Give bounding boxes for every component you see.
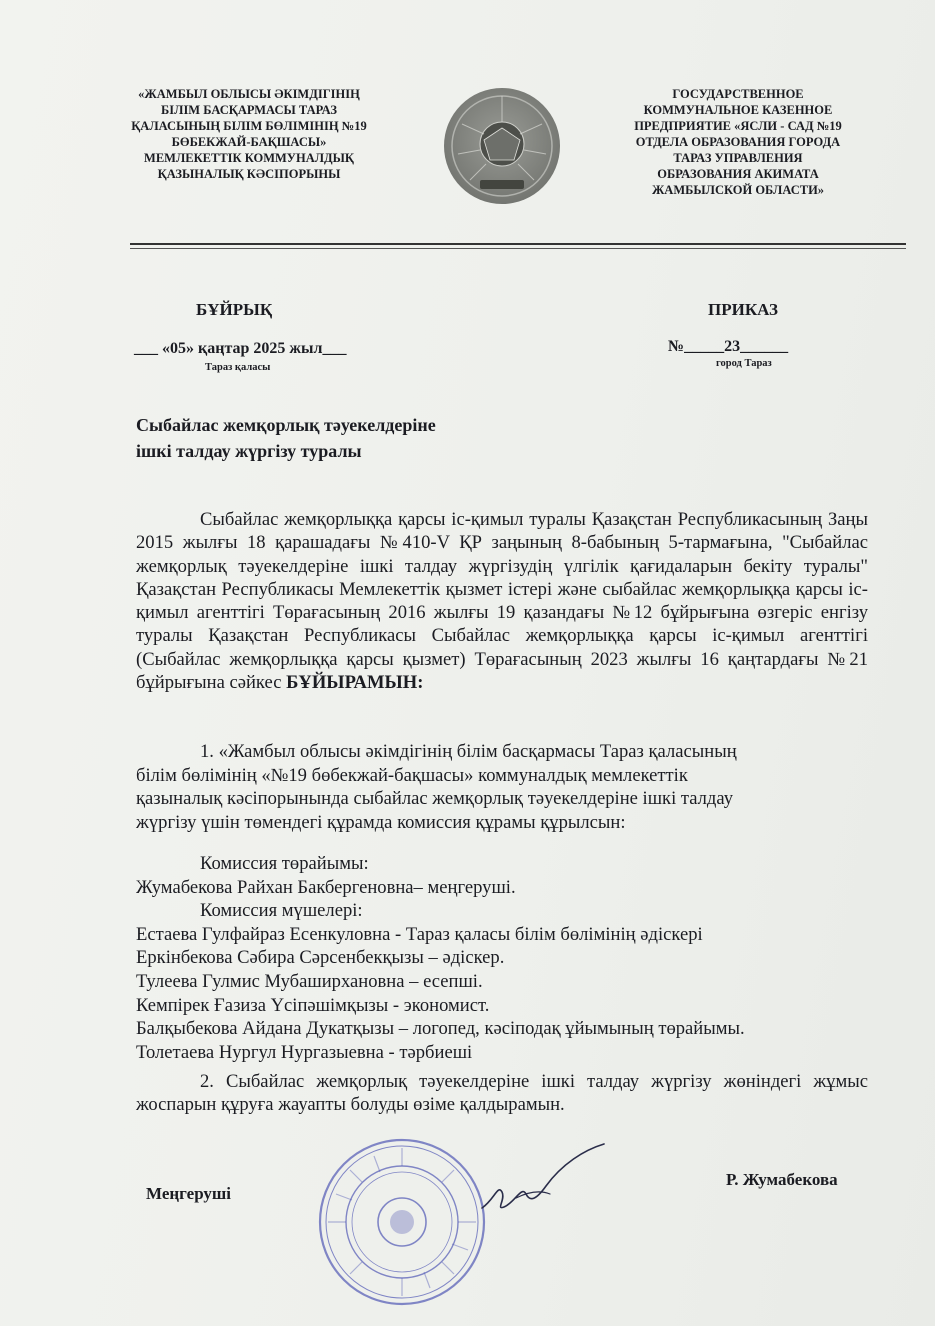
header-left-line: ҚАЛАСЫНЫҢ БІЛІМ БӨЛІМІНІҢ №19 [131,119,367,133]
member: Кемпірек Ғазиза Үсіпәшімқызы - экономист. [136,994,490,1016]
header-right-line: ЖАМБЫЛСКОЙ ОБЛАСТИ» [651,183,825,197]
commission-list [136,852,876,1064]
signatory-name: Р. Жумабекова [726,1170,838,1189]
header-left-line: БІЛІМ БАСҚАРМАСЫ ТАРАЗ [161,103,337,117]
header-right-line: ГОСУДАРСТВЕННОЕ [672,87,804,101]
member: Балқыбекова Айдана Дукатқызы – логопед, кәсіподақ ұйымының төрайымы. [136,1018,745,1040]
order-title-russian: ПРИКАЗ [708,300,778,319]
order-date: ___ «05» қаңтар 2025 жыл___ [134,340,347,357]
item-2 [136,1070,868,1117]
preamble-paragraph [136,508,868,694]
city-kazakh: Тараз қаласы [205,362,271,373]
member: Еркінбекова Сәбира Сәрсенбекқызы – әдіскер. [136,947,505,969]
subject-line: Сыбайлас жемқорлық тәуекелдеріне [136,415,436,435]
item-1-line: қазыналық кәсіпорынында сыбайлас жемқорлық тәуекелдеріне ішкі талдау [136,788,733,810]
member: Толетаева Нургул Нургазыевна - тәрбиеші [136,1041,473,1063]
item-1-line: жүргізу үшін төмендегі құрамда комиссия құрамы құрылсын: [136,811,626,833]
item-1-line: 1. «Жамбыл облысы әкімдігінің білім басқармасы Тараз қаласының [200,741,737,762]
member: Тулеева Гулмис Мубаширхановна – есепші. [136,970,483,992]
header-divider [130,243,906,245]
subject-line: ішкі талдау жүргізу туралы [136,441,362,461]
header-right-line: ТАРАЗ УПРАВЛЕНИЯ [673,151,803,165]
members-label: Комиссия мүшелері: [200,900,363,922]
header-left-line: БӨБЕКЖАЙ-БАҚШАСЫ» [171,135,327,149]
state-emblem-icon [440,84,564,208]
item-1-line: білім бөлімінің «№19 бөбекжай-бақшасы» коммуналдық мемлекеттік [136,764,688,786]
item-2-text: 2. Сыбайлас жемқорлық тәуекелдеріне ішкі талдау жүргізу жөніндегі жұмыс жоспарын құруға жауапты болуды өзіме қалдырамын. [136,1071,868,1116]
order-title-kazakh: БҰЙРЫҚ [196,300,273,319]
header-left-line: ҚАЗЫНАЛЫҚ КӘСІПОРЫНЫ [157,167,341,181]
chair-name: Жумабекова Райхан Бакбергеновна– меңгеруші. [136,876,516,898]
header-divider-thin [130,248,906,249]
member: Естаева Гулфайраз Есенкуловна - Тараз қаласы білім бөлімінің әдіскері [136,923,703,945]
header-left-line: МЕМЛЕКЕТТІК КОММУНАЛДЫҚ [144,151,354,165]
official-stamp [316,1136,488,1308]
city-russian: город Тараз [716,358,772,369]
handwritten-signature [476,1142,608,1222]
header-russian [590,86,886,198]
header-right-line: КОММУНАЛЬНОЕ КАЗЕННОЕ [643,103,833,117]
preamble-text: Сыбайлас жемқорлыққа қарсы іс-қимыл туралы Қазақстан Республикасының Заңы 2015 жылғы 18 қарашадағы №410-V ҚР заңының 8-бабының 5-тармағына, "Сыбайлас жемқорлық тәуекелдеріне ішкі талдау жүргізудің үлгілік қағидаларын бекіту туралы" Қазақстан Республикасы Мемлекеттік қызмет істері және сыбайлас жемқорлыққа қарсы іс-қимыл агенттігі Төрағасының 2016 жылғы 19 қазандағы №12 бұйрығына өзгеріс енгізу туралы Қазақстан Республикасы Сыбайлас жемқорлыққа қарсы іс-қимыл агенттігі (Сыбайлас жемқорлыққа қарсы қызмет) Төрағасының 2023 жылғы 16 қаңтардағы №21 бұйрығына сәйкес [136,509,868,694]
header-kazakh [88,86,410,182]
order-subject [136,412,436,464]
header-right-line: ОТДЕЛА ОБРАЗОВАНИЯ ГОРОДА [635,135,841,149]
chair-label: Комиссия төрайымы: [200,853,369,874]
header-left-line: «ЖАМБЫЛ ОБЛЫСЫ ӘКІМДІГІНІҢ [138,87,360,101]
header-right-line: ПРЕДПРИЯТИЕ «ЯСЛИ - САД №19 [634,119,842,133]
order-verb: БҰЙЫРАМЫН: [286,672,424,694]
signatory-position: Меңгеруші [146,1184,232,1203]
order-number: №_____23______ [668,338,789,355]
header-right-line: ОБРАЗОВАНИЯ АКИМАТА [657,167,819,181]
item-1 [136,740,876,834]
